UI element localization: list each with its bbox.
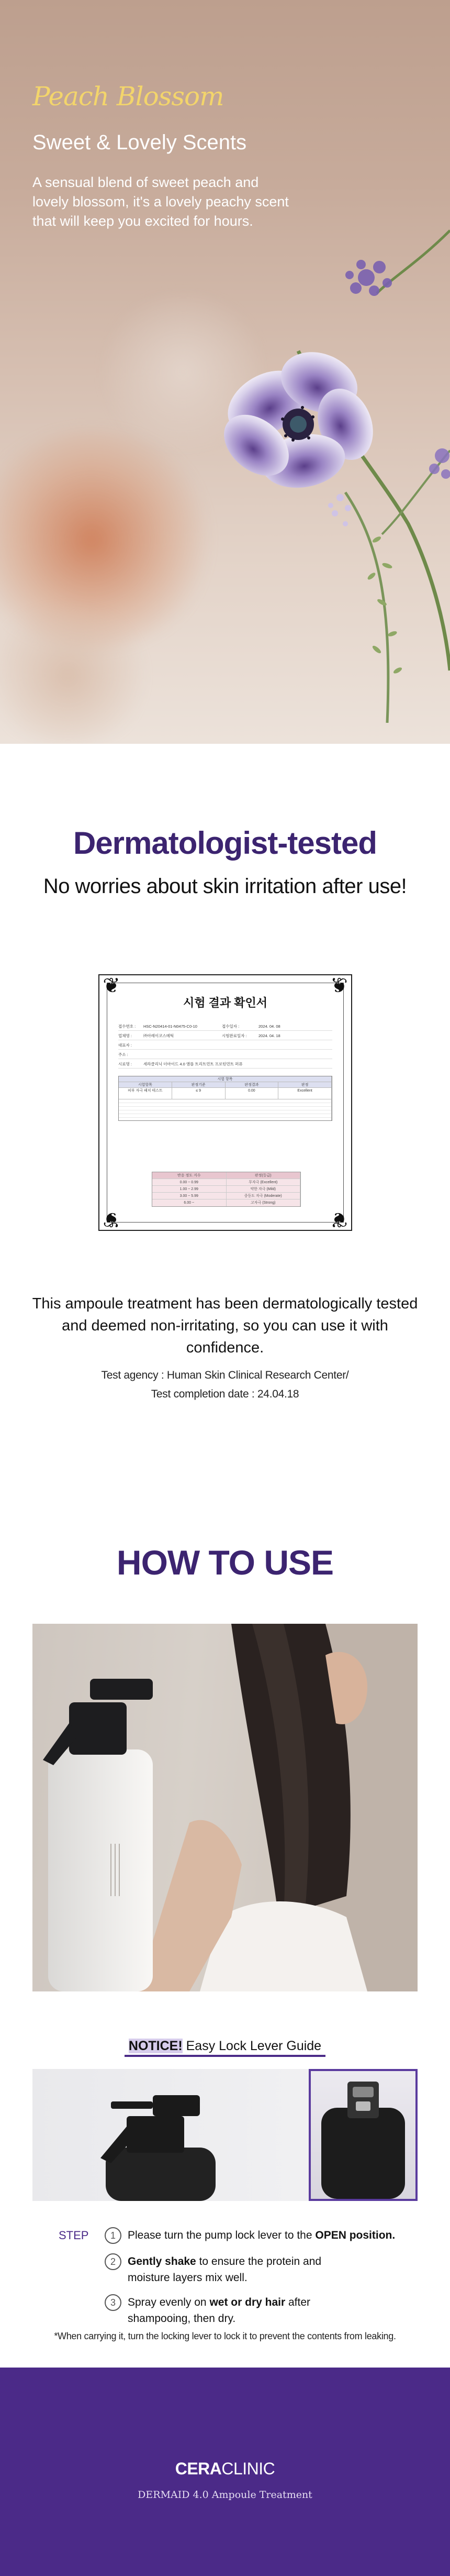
step-1 (105, 2227, 421, 2244)
script-title: Peach Blossom (32, 81, 224, 112)
certificate-row: 시료명 : 세라클리닉 더마이드 4.0 앰플 트리트먼트 프로틴먼트 퍼퓨 (118, 1061, 332, 1069)
product-name: DERMAID 4.0 Ampoule Treatment (138, 2489, 312, 2501)
carry-footnote: *When carrying it, turn the locking lever to lock it to prevent the contents from leaking. (54, 2331, 396, 2341)
how-to-use-section (0, 1477, 450, 2368)
anemone-flower-image (220, 199, 450, 723)
test-description: This ampoule treatment has been dermatologically tested and deemed non-irritating, so you can use it with confidence. (32, 1295, 418, 1356)
brand-logo: CERACLINIC (175, 2459, 275, 2478)
section-title: HOW TO USE (116, 1543, 334, 1582)
step-number: 3 (105, 2294, 121, 2311)
step-text: Please turn the pump lock lever to the OPEN position. (128, 2229, 396, 2241)
certificate-row: 대표자 : (118, 1042, 332, 1050)
test-date: Test completion date : 24.04.18 (151, 1388, 299, 1400)
step-2 (105, 2253, 337, 2286)
certificate-table: 시험 항목 시험항목 판정기준 판정결과 판정 피부 자극 패치 테스트 ≤ 9 0.00 Excellent (118, 1076, 332, 1121)
test-details (0, 1366, 450, 1404)
step-text: Spray evenly on wet or dry hair after shampooing, then dry. (128, 2296, 310, 2325)
notice-banner (0, 2038, 450, 2057)
notice-label: NOTICE! Easy Lock Lever Guide (125, 2038, 325, 2057)
grade-table: 반응 정도 지수 판정(등급) 0.00 ~ 0.99 무자극 (Excellent) 1.00 ~ 2.99 약한 자극 (Mild) 3.00 ~ 5.99 중등도 자극 (Moderate) 6.00 ~ 고자극 (Strong) (152, 1172, 301, 1207)
ornament-icon: ❦ (103, 974, 120, 997)
dermatologist-section (0, 744, 450, 1477)
step-label: STEP (59, 2229, 89, 2242)
lock-lever-detail-image (311, 2071, 415, 2199)
spray-bottle-illustration (32, 2069, 310, 2201)
test-agency: Test agency : Human Skin Clinical Research Center/ (101, 1369, 349, 1381)
hero-title: Sweet & Lovely Scents (32, 131, 247, 154)
product-usage-photo (32, 1624, 418, 1991)
section-subtitle: No worries about skin irritation after use! (43, 875, 407, 898)
hero-description: A sensual blend of sweet peach and lovely blossom, it's a lovely peachy scent that will keep you excited for hours. (32, 174, 289, 229)
lock-lever-guide-image (32, 2069, 418, 2201)
step-3 (105, 2294, 337, 2327)
certificate-heading: 시험 결과 확인서 (183, 996, 267, 1009)
lock-lever-zoom (309, 2069, 418, 2201)
brand-footer (0, 2368, 450, 2576)
hero-section (0, 0, 450, 744)
step-number: 2 (105, 2253, 121, 2270)
test-certificate (98, 974, 352, 1231)
certificate-row: 접수번호 : HSC-N20414-01-N0475-C0-10 접수일자 : 2024. 04. 08 (118, 1023, 332, 1031)
woman-spraying-hair-illustration (32, 1624, 418, 1991)
section-title: Dermatologist-tested (73, 825, 377, 861)
ornament-icon: ❦ (103, 1208, 120, 1231)
ornament-icon: ❦ (330, 1208, 348, 1231)
certificate-row: 주소 : (118, 1052, 332, 1059)
step-text: Gently shake to ensure the protein and moisture layers mix well. (128, 2255, 322, 2284)
certificate-row: 업체명 : ㈜아레이코스메틱 시험완료일자 : 2024. 04. 18 (118, 1033, 332, 1040)
step-number: 1 (105, 2227, 121, 2244)
ornament-icon: ❦ (330, 974, 348, 997)
